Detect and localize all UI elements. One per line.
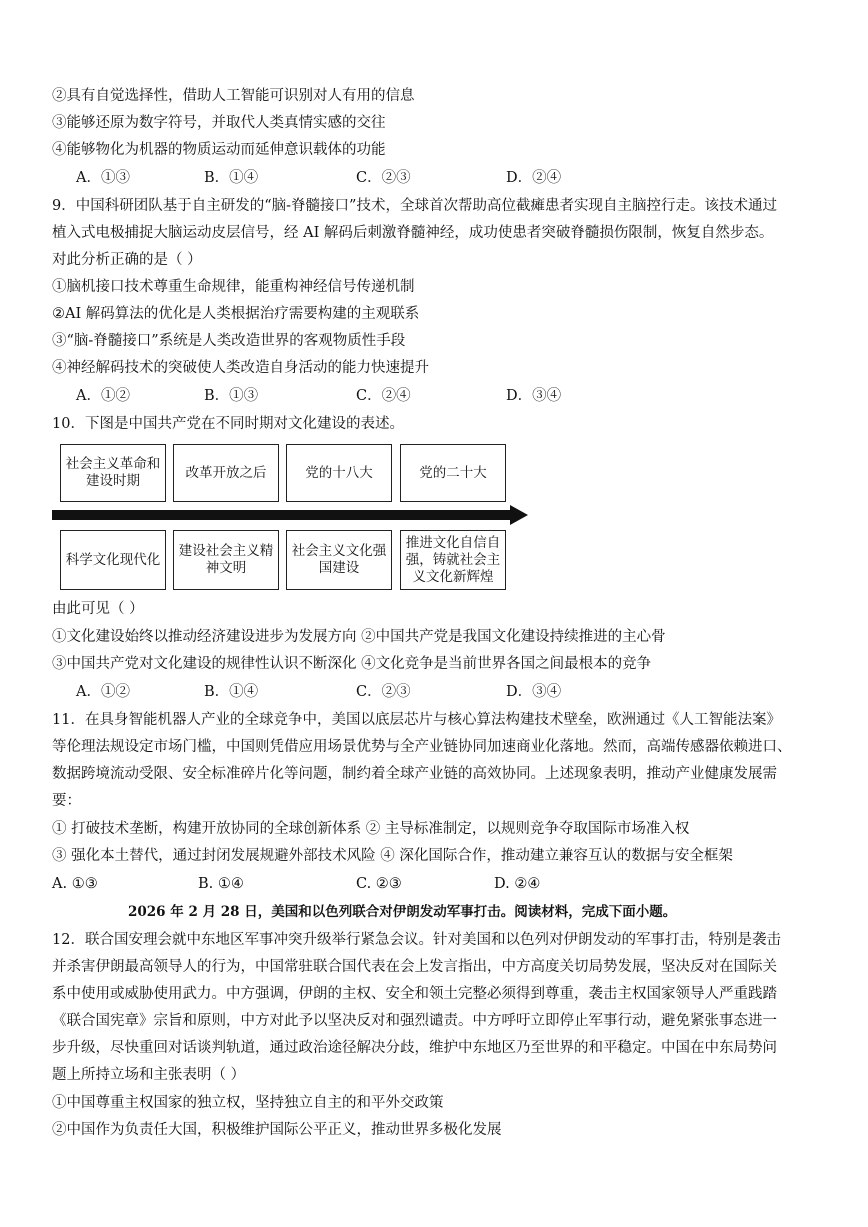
q10-option-a[interactable]: A．①② bbox=[76, 684, 130, 700]
statement-box-2: 建设社会主义精神文明 bbox=[173, 530, 279, 590]
statement-box-4: 推进文化自信自强，铸就社会主义文化新辉煌 bbox=[400, 530, 506, 590]
q9-stem-line-1: 9．中国科研团队基于自主研发的“脑-脊髓接口”技术，全球首次帮助高位截瘫患者实现自主脑控行走。该技术通过 bbox=[52, 198, 777, 214]
q10-option-c[interactable]: C．②③ bbox=[356, 684, 411, 700]
q12-stem-line-6: 题上所持立场和主张表明（ ） bbox=[52, 1067, 246, 1083]
period-box-1: 社会主义革命和建设时期 bbox=[60, 444, 166, 502]
q12-stem-line-4: 《联合国宪章》宗旨和原则，中方对此予以坚决反对和强烈谴责。中方呼吁立即停止军事行动，避免紧张事态进一 bbox=[52, 1013, 777, 1029]
q9-option-c[interactable]: C．②④ bbox=[356, 388, 411, 404]
timeline-arrow-shaft bbox=[52, 510, 512, 520]
timeline-arrow-icon bbox=[510, 505, 528, 525]
q9-option-b[interactable]: B．①③ bbox=[204, 388, 259, 404]
q11-stem-line-3: 数据跨境流动受限、安全标准碎片化等问题，制约着全球产业链的高效协同。上述现象表明，推动产业健康发展需 bbox=[52, 766, 777, 782]
q9-stem-line-3: 对此分析正确的是（ ） bbox=[52, 252, 202, 268]
statement-box-3: 社会主义文化强国建设 bbox=[286, 530, 392, 590]
q11-statements-3-4: ③ 强化本土替代，通过封闭发展规避外部技术风险 ④ 深化国际合作，推动建立兼容互认的数据与安全框架 bbox=[52, 848, 733, 864]
q8-option-b[interactable]: B．①④ bbox=[204, 170, 259, 186]
q8-option-d[interactable]: D．②④ bbox=[506, 170, 562, 186]
q12-statement-1: ①中国尊重主权国家的独立权，坚持独立自主的和平外交政策 bbox=[52, 1095, 444, 1111]
q8-statement-3: ③能够还原为数字符号，并取代人类真情实感的交往 bbox=[52, 115, 386, 131]
q11-statements-1-2: ① 打破技术垄断，构建开放协同的全球创新体系 ② 主导标准制定，以规则竞争夺取国际市场准入权 bbox=[52, 821, 690, 837]
period-box-2: 改革开放之后 bbox=[173, 444, 279, 502]
q10-lead: 由此可见（ ） bbox=[52, 601, 144, 617]
q12-statement-2: ②中国作为负责任大国，积极维护国际公平正义，推动世界多极化发展 bbox=[52, 1122, 502, 1138]
q8-statement-2: ②具有自觉选择性，借助人工智能可识别对人有用的信息 bbox=[52, 88, 415, 104]
q11-option-a[interactable]: A. ①③ bbox=[52, 876, 98, 892]
q9-option-a[interactable]: A．①② bbox=[76, 388, 130, 404]
q9-statement-4: ④神经解码技术的突破使人类改造自身活动的能力快速提升 bbox=[52, 360, 429, 376]
q9-statement-1: ①脑机接口技术尊重生命规律，能重构神经信号传递机制 bbox=[52, 279, 415, 295]
q11-option-c[interactable]: C. ②③ bbox=[356, 876, 402, 892]
q8-statement-4: ④能够物化为机器的物质运动而延伸意识载体的功能 bbox=[52, 142, 386, 158]
q10-option-d[interactable]: D．③④ bbox=[506, 684, 562, 700]
statement-box-1: 科学文化现代化 bbox=[60, 530, 166, 590]
q10-option-b[interactable]: B．①④ bbox=[204, 684, 259, 700]
q11-stem-line-4: 要： bbox=[52, 793, 81, 809]
q12-stem-line-1: 12．联合国安理会就中东地区军事冲突升级举行紧急会议。针对美国和以色列对伊朗发动的军事打击，特别是袭击 bbox=[52, 932, 781, 948]
q9-statement-3: ③“脑-脊髓接口”系统是人类改造世界的客观物质性手段 bbox=[52, 333, 406, 349]
q12-stem-line-3: 系中使用或威胁使用武力。中方强调，伊朗的主权、安全和领土完整必须得到尊重，袭击主权国家领导人严重践踏 bbox=[52, 986, 777, 1002]
material-intro: 2026 年 2 月 28 日，美国和以色列联合对伊朗发动军事打击。阅读材料，完成下面小题。 bbox=[128, 904, 677, 920]
q11-option-d[interactable]: D. ②④ bbox=[494, 876, 541, 892]
q9-option-d[interactable]: D．③④ bbox=[506, 388, 562, 404]
q12-stem-line-2: 并杀害伊朗最高领导人的行为，中国常驻联合国代表在会上发言指出，中方高度关切局势发展，坚决反对在国际关 bbox=[52, 959, 777, 975]
q10-statements-1-2: ①文化建设始终以推动经济建设进步为发展方向 ②中国共产党是我国文化建设持续推进的主心骨 bbox=[52, 629, 666, 645]
q8-option-a[interactable]: A．①③ bbox=[76, 170, 130, 186]
q11-stem-line-1: 11．在具身智能机器人产业的全球竞争中，美国以底层芯片与核心算法构建技术壁垒，欧洲通过《人工智能法案》 bbox=[52, 712, 781, 728]
q9-statement-2: ②AI 解码算法的优化是人类根据治疗需要构建的主观联系 bbox=[52, 306, 420, 322]
period-box-3: 党的十八大 bbox=[286, 444, 392, 502]
q11-option-b[interactable]: B. ①④ bbox=[198, 876, 244, 892]
q9-stem-line-2: 植入式电极捕捉大脑运动皮层信号，经 AI 解码后刺激脊髓神经，成功使患者突破脊髓损伤限制，恢复自然步态。 bbox=[52, 225, 774, 241]
period-box-4: 党的二十大 bbox=[400, 444, 506, 502]
q10-stem: 10．下图是中国共产党在不同时期对文化建设的表述。 bbox=[52, 416, 404, 432]
q10-statements-3-4: ③中国共产党对文化建设的规律性认识不断深化 ④文化竞争是当前世界各国之间最根本的竞争 bbox=[52, 656, 652, 672]
q12-stem-line-5: 步升级，尽快重回对话谈判轨道，通过政治途径解决分歧，维护中东地区乃至世界的和平稳定。中国在中东局势问 bbox=[52, 1040, 777, 1056]
q11-stem-line-2: 等伦理法规设定市场门槛，中国则凭借应用场景优势与全产业链协同加速商业化落地。然而，高端传感器依赖进口、 bbox=[52, 739, 792, 755]
q8-option-c[interactable]: C．②③ bbox=[356, 170, 411, 186]
